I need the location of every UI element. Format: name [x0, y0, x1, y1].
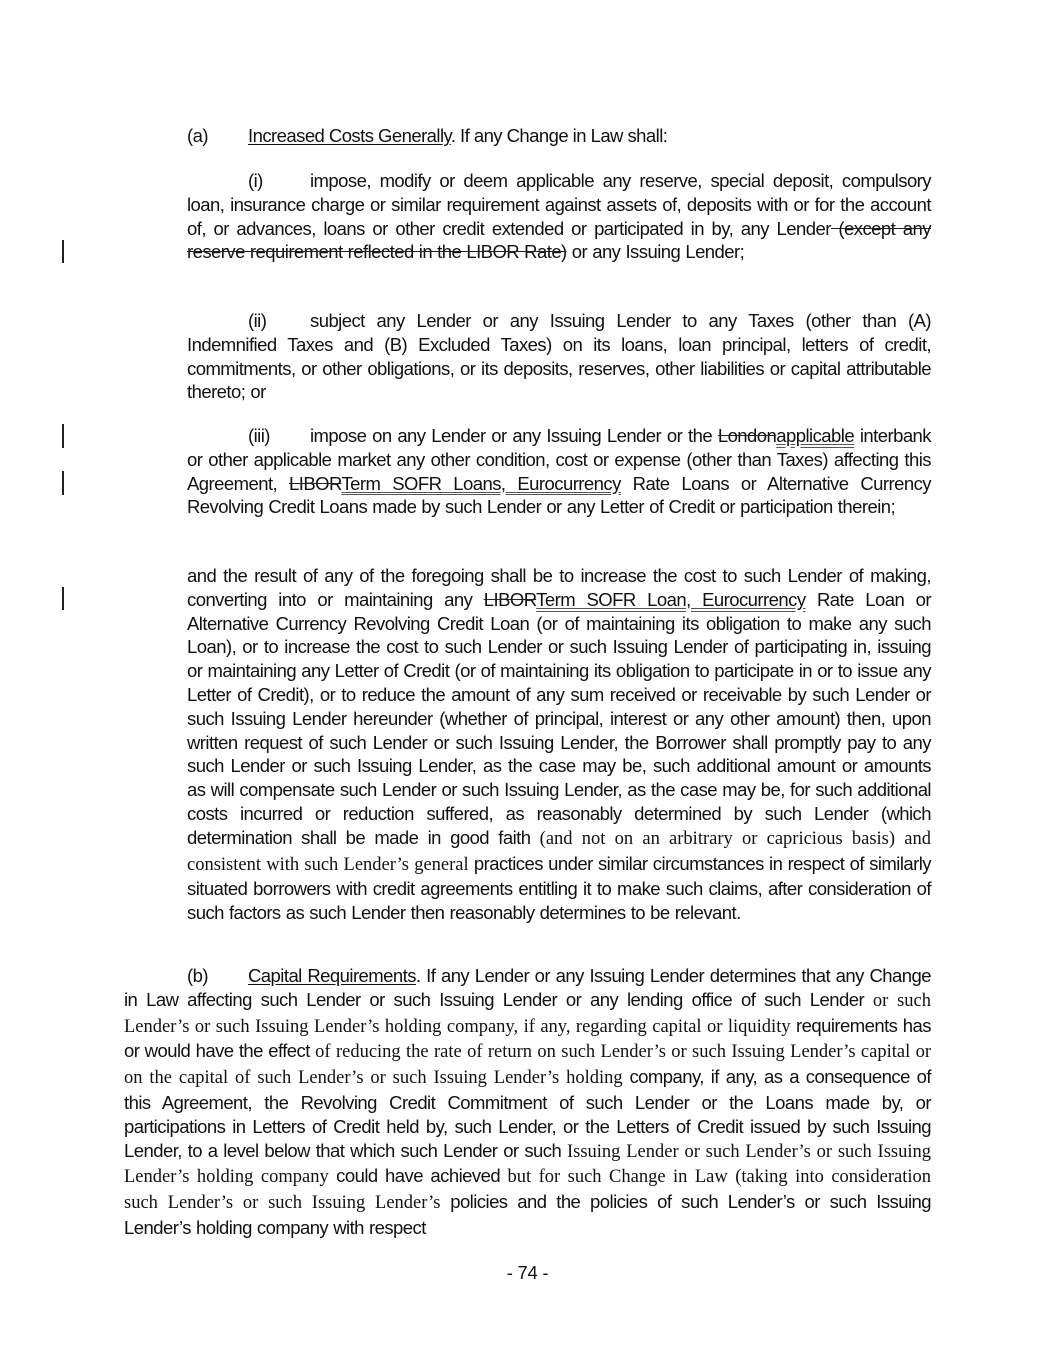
result-text-serif: (and not on an arbitrary or capricious basis) and consistent with such Lender’s general [187, 828, 931, 875]
section-b-serif-2: of reducing the rate of return on such Lender’s or such Issuing Lender’s capital or on the capital of such Lender’s or such Issuing Lender’s holding [124, 1042, 931, 1089]
clause-iii-text-middle: interbank or other applicable market any other condition, cost or expense (other than Taxes) affecting this Agreement, [187, 425, 931, 494]
section-b-text-2: requirements has or would have the effect [124, 1014, 931, 1062]
clause-iii [187, 424, 931, 519]
clause-ii-text: subject any Lender or any Issuing Lender to any Taxes (other than (A) Indemnified Taxes and (B) Excluded Taxes) on its loans, loan principal, letters of credit, commitments, or other obligations, or its deposits, reserves, other liabilities or capital attributable thereto; or [187, 310, 931, 403]
section-b-serif-3: Issuing Lender or such Lender’s or such Issuing Lender’s holding company [124, 1141, 931, 1188]
section-b-text-4: could have achieved [328, 1165, 508, 1187]
section-a-heading [187, 124, 667, 148]
section-b-title: Capital Requirements [248, 965, 416, 986]
change-bar [62, 424, 64, 448]
section-a-title: Increased Costs Generally [248, 125, 451, 146]
change-bar [62, 240, 64, 263]
clause-iii-deleted-libor: LIBOR [289, 472, 342, 494]
section-b [124, 964, 931, 1240]
section-a-heading-tail: . If any Change in Law shall: [450, 125, 668, 146]
result-text-middle: Rate Loan or Alternative Currency Revolving Credit Loan (or of maintaining its obligation to make any such Loan), or to increase the cost to such Lender or such Issuing Lender of participating in, issuing or maintaining any Letter of Credit (or of maintaining its obligation to participate in or to issue any Letter of Credit), or to reduce the amount of any sum received or receivable by such Lender or such Issuing Lender hereunder (whether of principal, interest or any other amount) then, upon written request of such Lender or such Issuing Lender, the Borrower shall promptly pay to any such Lender or such Issuing Lender, as the case may be, such additional amount or amounts as will compensate such Lender or such Issuing Lender, as the case may be, for such additional costs incurred or reduction suffered, as reasonably determined by such Lender (which determination shall be made in good faith [187, 588, 932, 848]
section-b-label: (b) [187, 965, 208, 986]
clause-i-text-end: or any Issuing Lender; [566, 241, 745, 263]
clause-i-label: (i) [248, 170, 263, 191]
clause-iii-deleted-london: London [717, 425, 777, 446]
result-text: and the result of any of the foregoing shall be to increase the cost to such Lender of making, converting into or maintaining any [187, 565, 931, 610]
change-bar [62, 471, 64, 495]
section-a-label: (a) [187, 125, 208, 146]
section-b-serif-4: but for such Change in Law (taking into consideration such Lender’s or such Issuing Lender’s [124, 1167, 931, 1214]
result-deleted-libor: LIBOR [483, 588, 537, 610]
clause-iii-text: impose on any Lender or any Issuing Lender or the [310, 425, 718, 446]
clause-i [187, 169, 931, 264]
page-number: - 74 - [506, 1262, 549, 1283]
clause-iii-inserted-applicable: applicable [776, 425, 855, 446]
result-text-end: practices under similar circumstances in respect of similarly situated borrowers with credit agreements entitling it to make such claims, after consideration of such factors as such Lender then reasonably determines to be relevant. [187, 852, 932, 924]
clause-ii-label: (ii) [248, 310, 267, 331]
result-paragraph [187, 564, 931, 925]
clause-i-text: impose, modify or deem applicable any reserve, special deposit, compulsory loan, insurance charge or similar requirement against assets of, deposits with or for the account of, or advances, loans or other credit extended or participated in by, any Lender [187, 170, 931, 239]
section-b-serif-1: or such Lender’s or such Issuing Lender’s holding company, if any, regarding capital or liquidity [124, 990, 931, 1037]
change-bar [62, 587, 64, 610]
clause-i-deleted-text: (except any reserve requirement reflected in the LIBOR Rate) [187, 217, 931, 263]
clause-iii-label: (iii) [248, 425, 270, 446]
clause-iii-text-end: Rate Loans or Alternative Currency Revolving Credit Loans made by such Lender or any Letter of Credit or participation therein; [187, 472, 931, 518]
section-b-text-1: . If any Lender or any Issuing Lender determines that any Change in Law affecting such Lender or such Issuing Lender or any lending office of such Lender [124, 965, 931, 1010]
result-inserted-term-sofr: Term SOFR Loan, Eurocurrency [536, 588, 806, 610]
section-b-text-5: policies and the policies of such Lender’s or such Issuing Lender’s holding company with respect [124, 1191, 931, 1238]
clause-iii-inserted-term-sofr: Term SOFR Loans, Eurocurrency [341, 472, 621, 494]
clause-ii [187, 309, 931, 404]
section-b-text-3: company, if any, as a consequence of this Agreement, the Revolving Credit Commitment of such Lender or the Loans made by, or participations in Letters of Credit held by, such Lender, or the Letters of Credit issued by such Issuing Lender, to a level below that which such Lender or such [124, 1066, 931, 1161]
